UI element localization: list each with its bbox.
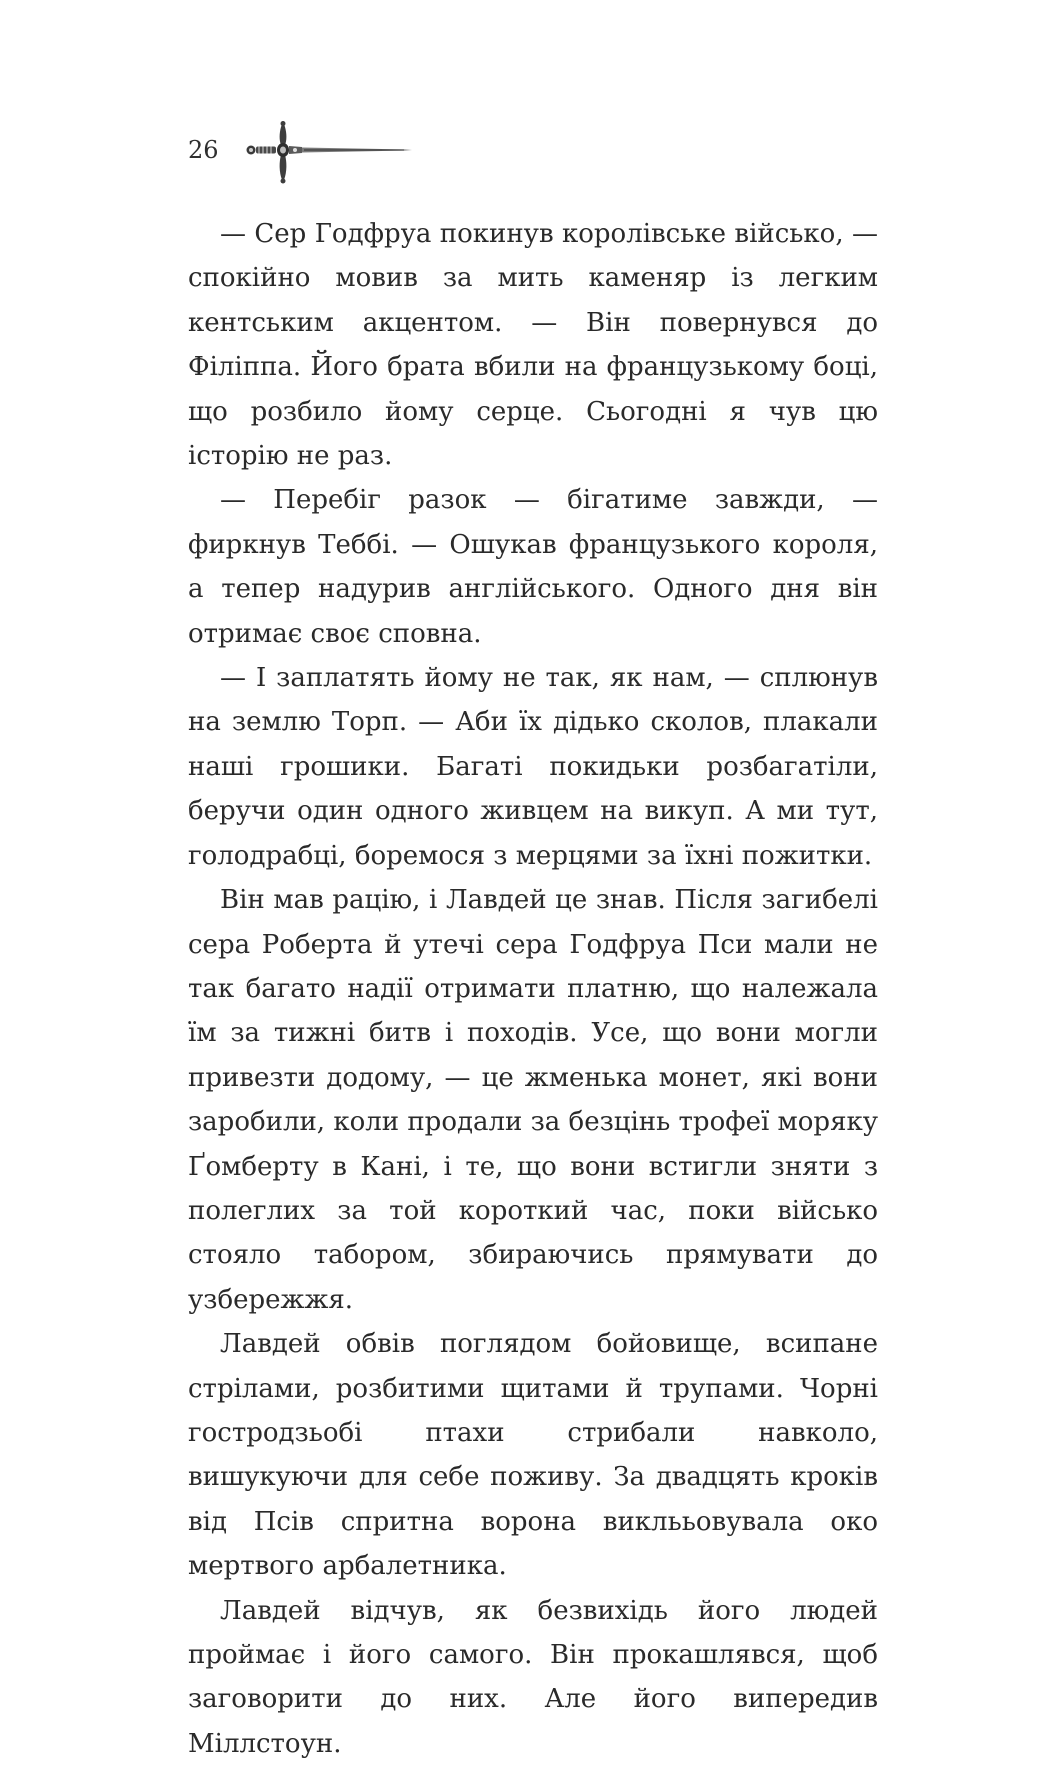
page-header: [188, 120, 428, 190]
paragraph: Він мав рацію, і Лавдей це знав. Після загибелі сера Роберта й утечі сера Годфруа Пси мали не так багато надії отримати платню, що належала їм за тижні битв і походів. Усе, що вони могли привезти додому, — це жменька монет, які вони заробили, коли продали за безцінь трофеї моряку Ґомберту в Кані, і те, що вони встигли зняти з полеглих за той короткий час, поки військо стояло табором, збираючись прямувати до узбережжя.: [188, 885, 879, 1315]
paragraph: — Перебіг разок — бігатиме завжди, — фиркнув Теббі. — Ошукав французького короля, а тепер надурив англійського. Одного дня він отримає своє сповна.: [188, 485, 878, 649]
paragraph: Лавдей обвів поглядом бойовище, всипане стрілами, розбитими щитами й трупами. Чорні гостродзьобі птахи стрибали навколо, вишукуючи для себе поживу. За двадцять кроків від Псів спритна ворона виклььовувала око мертвого арбалетника.: [188, 1329, 878, 1582]
page-number: 26: [188, 136, 219, 164]
paragraph: Лавдей відчув, як безвихідь його людей проймає і його самого. Він прокашлявся, щоб заговорити до них. Але його випередив Міллстоун.: [188, 1595, 878, 1759]
paragraph: — І заплатять йому не так, як нам, — сплюнув на землю Торп. — Аби їх дідько сколов, плакали наші грошики. Багаті покидьки розбагатіли, беручи один одного живцем на викуп. А ми тут, голодрабці, боремося з мерцями за їхні пожитки.: [188, 663, 878, 871]
body-text: [188, 212, 878, 1766]
dagger-icon: [244, 120, 414, 190]
paragraph: — Сер Годфруа покинув королівське військо, — спокійно мовив за мить каменяр із легким кентським акцентом. — Він повернувся до Філіппа. Його брата вбили на французькому боці, що розбило йому серце. Сьогодні я чув цю історію не раз.: [188, 219, 878, 472]
